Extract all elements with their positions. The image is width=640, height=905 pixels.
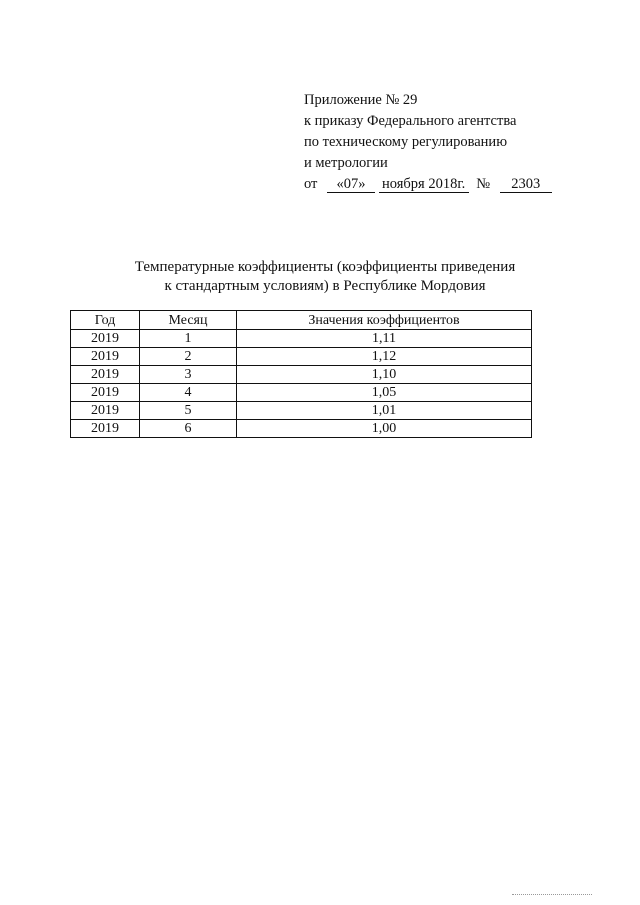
cell-coefficient: 1,05	[237, 384, 532, 402]
title-line-1: Температурные коэффициенты (коэффициенты приведения	[134, 259, 516, 275]
cell-month: 1	[140, 330, 237, 348]
cell-month: 5	[140, 402, 237, 420]
table-row	[71, 402, 532, 420]
cell-coefficient: 1,12	[237, 348, 532, 366]
order-day: «07»	[327, 176, 375, 193]
table-header-row	[71, 311, 532, 330]
cell-month: 3	[140, 366, 237, 384]
title-line-2: к стандартным условиям) в Республике Мордовия	[164, 278, 486, 294]
appendix-agency-line: по техническому регулированию	[304, 134, 508, 150]
order-prefix: от	[304, 176, 318, 192]
document-title	[60, 258, 590, 296]
cell-month: 6	[140, 420, 237, 438]
cell-year: 2019	[71, 348, 140, 366]
table-row	[71, 348, 532, 366]
appendix-order-ref: к приказу Федерального агентства	[304, 113, 517, 129]
cell-coefficient: 1,01	[237, 402, 532, 420]
coefficients-table	[70, 310, 532, 438]
cell-year: 2019	[71, 366, 140, 384]
header-year: Год	[71, 311, 140, 330]
cell-coefficient: 1,10	[237, 366, 532, 384]
cell-year: 2019	[71, 402, 140, 420]
header-coefficient: Значения коэффициентов	[237, 311, 532, 330]
appendix-agency-line-2: и метрологии	[304, 155, 388, 171]
order-date-line	[304, 174, 564, 195]
appendix-number: Приложение № 29	[304, 92, 418, 108]
cell-month: 2	[140, 348, 237, 366]
cell-month: 4	[140, 384, 237, 402]
cell-year: 2019	[71, 420, 140, 438]
table-row	[71, 330, 532, 348]
appendix-header	[304, 90, 564, 195]
table-row	[71, 420, 532, 438]
order-month-year: ноября 2018г.	[379, 176, 469, 193]
cell-year: 2019	[71, 384, 140, 402]
order-number-sign: №	[476, 176, 491, 192]
header-month: Месяц	[140, 311, 237, 330]
cell-coefficient: 1,11	[237, 330, 532, 348]
table-row	[71, 384, 532, 402]
scan-artifact	[512, 894, 592, 897]
cell-year: 2019	[71, 330, 140, 348]
cell-coefficient: 1,00	[237, 420, 532, 438]
order-number: 2303	[500, 176, 552, 193]
table-row	[71, 366, 532, 384]
